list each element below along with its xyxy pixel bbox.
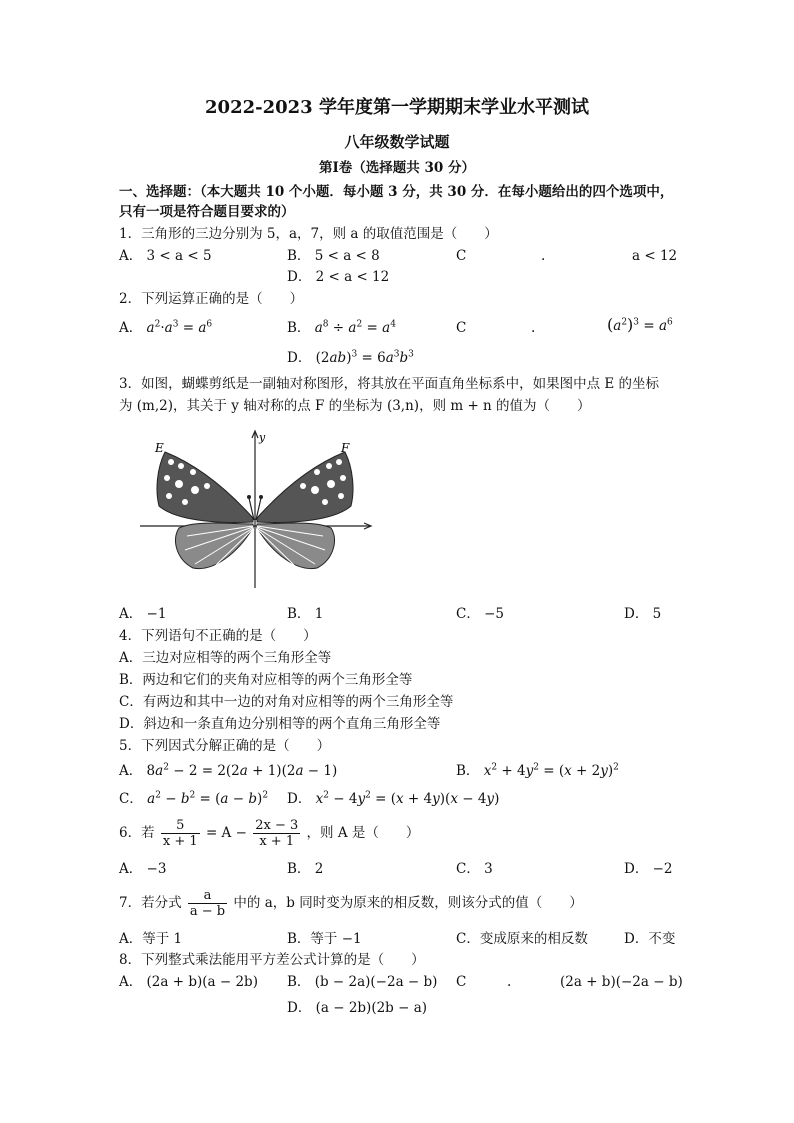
q1-option-a: A． 3 < a < 5 bbox=[119, 248, 212, 264]
q8-option-d: D． (a − 2b)(2b − a) bbox=[287, 1000, 428, 1016]
y-axis-label: y bbox=[259, 431, 266, 444]
q1-option-d: D． 2 < a < 12 bbox=[287, 269, 390, 285]
q3-option-d: D． 5 bbox=[624, 606, 662, 622]
q8-stem: 8．下列整式乘法能用平方差公式计算的是（ ） bbox=[119, 952, 425, 968]
q7-option-b: B．等于 −1 bbox=[287, 931, 362, 947]
point-f-label: F bbox=[341, 441, 350, 455]
q8-option-b: B． (b − 2a)(−2a − b) bbox=[287, 974, 438, 990]
q2-option-a-formula: $a^2\cdot a^3 = a^6$ bbox=[146, 319, 213, 336]
q3-stem-line-1: 3．如图，蝴蝶剪纸是一副轴对称图形，将其放在平面直角坐标系中，如果图中点 E 的坐标 bbox=[119, 376, 660, 392]
q6-fraction-1-numerator: 5 bbox=[161, 818, 200, 834]
q2-option-c-formula: $(a^2)^3 = a^6$ bbox=[607, 315, 673, 334]
q2-option-d-label: D． bbox=[287, 350, 312, 366]
q4-option-d: D．斜边和一条直角边分别相等的两个直角三角形全等 bbox=[119, 716, 441, 732]
q8-option-a: A． (2a + b)(a − 2b) bbox=[119, 974, 258, 990]
q1-option-b: B． 5 < a < 8 bbox=[287, 248, 380, 264]
q5-option-d-formula: $x^2 - 4y^2 = (x + 4y)(x - 4y)$ bbox=[315, 790, 500, 807]
q3-option-b: B． 1 bbox=[287, 606, 324, 622]
section-heading-line-1: 一、选择题：（本大题共 10 个小题．每小题 3 分，共 30 分．在每小题给出的四个选项中， bbox=[119, 184, 674, 200]
q6-fraction-2-numerator: 2x − 3 bbox=[255, 818, 299, 833]
q3-option-a: A． −1 bbox=[119, 606, 167, 622]
q5-option-a-formula: $8a^2 - 2 = 2(2a + 1)(2a - 1)$ bbox=[146, 762, 338, 779]
exam-title: 2022-2023 学年度第一学期期末学业水平测试 bbox=[205, 97, 589, 118]
q3-option-c: C． −5 bbox=[456, 606, 505, 622]
q7-prefix: 7．若分式 bbox=[119, 895, 182, 911]
right-lower-wing bbox=[257, 523, 335, 569]
q7-option-d: D．不变 bbox=[624, 931, 676, 947]
q6-fraction-2-denominator: x + 1 bbox=[259, 834, 295, 849]
q2-option-b-formula: $a^8 \div a^2 = a^4$ bbox=[314, 319, 396, 336]
part-heading: 第Ⅰ卷（选择题共 30 分） bbox=[318, 160, 475, 176]
q6-fraction-1-denominator: x + 1 bbox=[162, 834, 198, 849]
q2-option-c-label: C bbox=[456, 320, 467, 336]
q7-fraction-denominator: a − b bbox=[189, 904, 226, 919]
q5-option-a bbox=[119, 761, 337, 781]
q7-fraction bbox=[188, 888, 227, 919]
q1-option-c-label: C bbox=[456, 248, 467, 264]
q3-stem-line-2: 为 (m,2)，其关于 y 轴对称的点 F 的坐标为 (3,n)，则 m + n 的值为（ ） bbox=[119, 398, 591, 414]
q8-option-c-text: (2a + b)(−2a − b) bbox=[560, 974, 683, 990]
q7-fraction-numerator: a bbox=[188, 888, 227, 904]
left-lower-wing bbox=[175, 523, 253, 569]
q4-option-a: A．三边对应相等的两个三角形全等 bbox=[119, 650, 332, 666]
q6-option-b: B． 2 bbox=[287, 861, 324, 877]
q6-option-c: C． 3 bbox=[456, 861, 493, 877]
q8-option-c-dot: . bbox=[507, 974, 512, 990]
q2-option-a bbox=[119, 318, 212, 338]
antenna-tip-right bbox=[259, 495, 263, 499]
q4-stem: 4．下列语句不正确的是（ ） bbox=[119, 628, 317, 644]
q5-option-d-label: D． bbox=[287, 791, 312, 807]
q7-option-a: A．等于 1 bbox=[119, 931, 183, 947]
q5-option-a-label: A． bbox=[119, 763, 143, 779]
q5-option-b bbox=[456, 761, 619, 781]
q5-option-b-label: B． bbox=[456, 763, 480, 779]
q2-option-d bbox=[287, 348, 414, 368]
q1-option-c-dot: . bbox=[541, 248, 546, 264]
q6-middle: = A − bbox=[205, 825, 247, 841]
q5-option-c-formula: $a^2 - b^2 = (a - b)^2$ bbox=[147, 790, 269, 807]
q1-option-c-text: a < 12 bbox=[632, 248, 678, 264]
q2-option-a-label: A． bbox=[119, 320, 143, 336]
q1-stem: 1．三角形的三边分别为 5，a，7，则 a 的取值范围是（ ） bbox=[119, 226, 498, 242]
q5-option-c-label: C． bbox=[119, 791, 143, 807]
point-e-label: E bbox=[155, 441, 164, 455]
q5-option-b-formula: $x^2 + 4y^2 = (x + 2y)^2$ bbox=[483, 762, 619, 779]
q6-option-d: D． −2 bbox=[624, 861, 673, 877]
exam-subtitle: 八年级数学试题 bbox=[344, 133, 450, 151]
q2-stem: 2．下列运算正确的是（ ） bbox=[119, 291, 304, 307]
q2-option-b bbox=[287, 318, 396, 338]
antenna-tip-left bbox=[247, 495, 251, 499]
q6-fraction-2 bbox=[253, 818, 300, 849]
q6-fraction-1 bbox=[161, 818, 200, 849]
q2-option-d-formula: $(2ab)^3 = 6a^3b^3$ bbox=[315, 349, 414, 366]
q5-stem: 5．下列因式分解正确的是（ ） bbox=[119, 738, 331, 754]
q7-stem bbox=[119, 885, 583, 921]
q6-prefix: 6．若 bbox=[119, 825, 155, 841]
q6-option-a: A． −3 bbox=[119, 861, 167, 877]
q7-suffix: 中的 a，b 同时变为原来的相反数，则该分式的值（ ） bbox=[233, 895, 583, 911]
q4-option-b: B．两边和它们的夹角对应相等的两个三角形全等 bbox=[119, 672, 413, 688]
q7-option-c: C．变成原来的相反数 bbox=[456, 931, 588, 947]
q5-option-c bbox=[119, 789, 268, 809]
q2-option-b-label: B． bbox=[287, 320, 311, 336]
q2-option-c-dot: . bbox=[531, 320, 536, 336]
q5-option-d bbox=[287, 789, 499, 809]
q6-suffix: ，则 A 是（ ） bbox=[306, 825, 420, 841]
q8-option-c-label: C bbox=[456, 974, 467, 990]
q4-option-c: C．有两边和其中一边的对角对应相等的两个三角形全等 bbox=[119, 694, 454, 710]
butterfly-figure bbox=[135, 428, 375, 590]
q6-stem bbox=[119, 815, 419, 851]
section-heading-line-2: 只有一项是符合题目要求的） bbox=[119, 204, 295, 220]
